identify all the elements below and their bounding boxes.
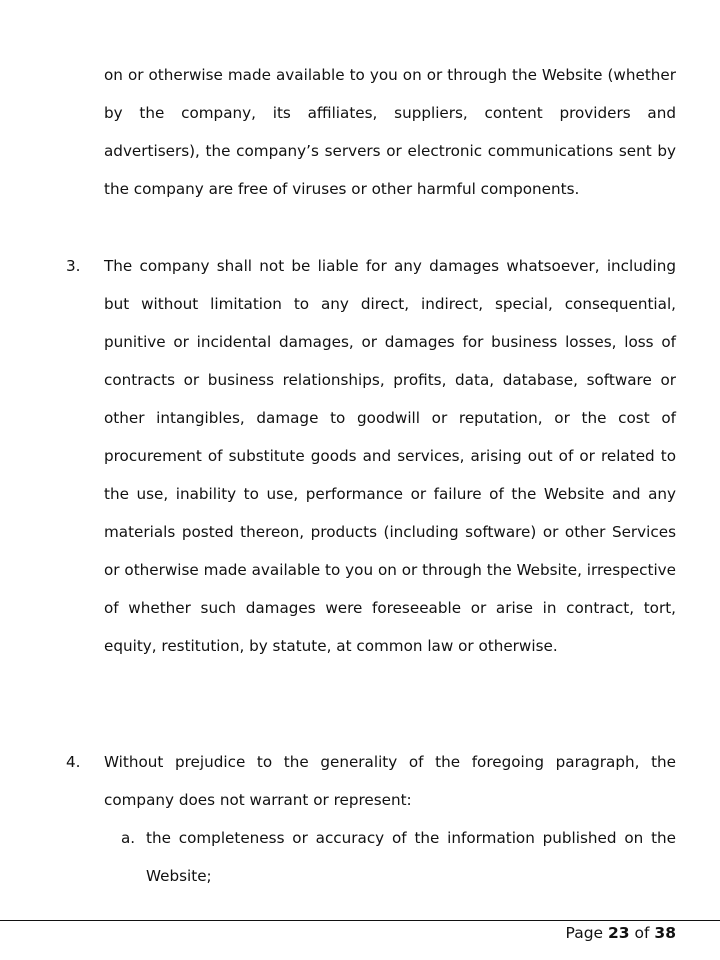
current-page-number: 23: [608, 924, 630, 942]
list-item-number: 3.: [66, 257, 81, 275]
of-label: of: [634, 924, 650, 942]
list-item-text: Without prejudice to the generality of the foregoing paragraph, the company does not warrant or represent:: [104, 753, 676, 809]
page-number-footer: [566, 922, 676, 944]
list-item-text: The company shall not be liable for any damages whatsoever, including but without limitation to any direct, indirect, special, consequential, punitive or incidental damages, or damages for business losses, loss of contracts or business relationships, profits, data, database, software or other intangibles, damage to goodwill or reputation, or the cost of procurement of substitute goods and services, arising out of or related to the use, inability to use, performance or failure of the Website and any materials posted thereon, products (including software) or other Services or otherwise made available to you on or through the Website, irrespective of whether such damages were foreseeable or arise in contract, tort, equity, restitution, by statute, at common law or otherwise.: [104, 257, 676, 655]
footer-divider: [0, 920, 720, 921]
sub-item-text: the completeness or accuracy of the information published on the Website;: [146, 829, 676, 885]
sub-item-letter: a.: [121, 829, 136, 847]
continuation-paragraph: on or otherwise made available to you on or through the Website (whether by the company, its affiliates, suppliers, content providers and advertisers), the company’s servers or electronic communications sent by the company are free of viruses or other harmful components.: [104, 66, 676, 198]
total-pages-number: 38: [654, 924, 676, 942]
list-item-number: 4.: [66, 753, 81, 771]
page-label: Page: [565, 924, 604, 942]
